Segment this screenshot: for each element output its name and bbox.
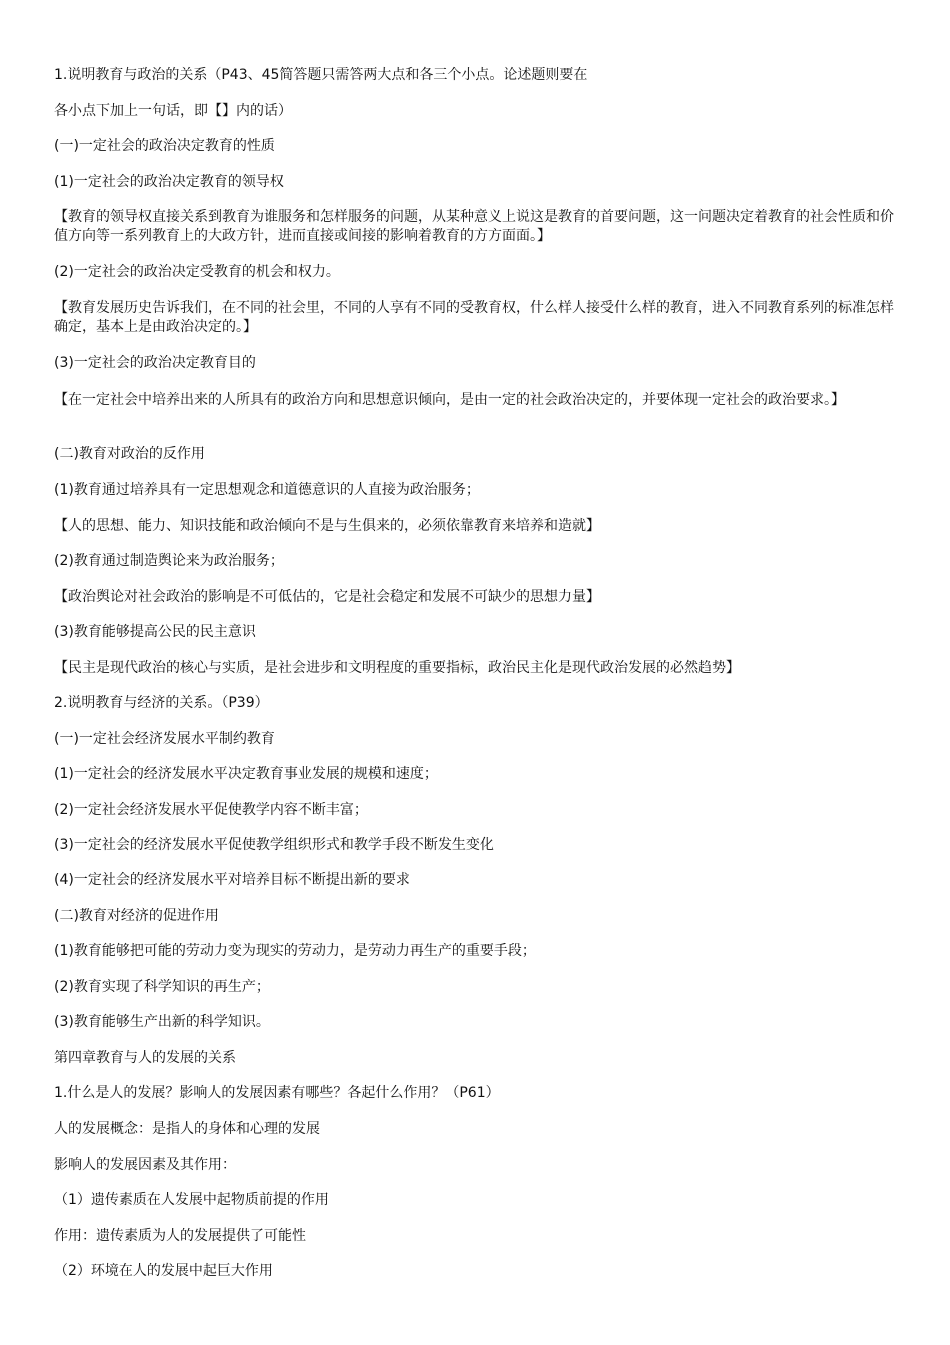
text-line: 1.说明教育与政治的关系（P43、45简答题只需答两大点和各三个小点。论述题则要在 xyxy=(54,67,588,83)
text-line: 作用：遗传素质为人的发展提供了可能性 xyxy=(54,1228,306,1244)
text-line: 【人的思想、能力、知识技能和政治倾向不是与生俱来的，必须依靠教育来培养和造就】 xyxy=(54,518,600,534)
text-line: (1)一定社会的政治决定教育的领导权 xyxy=(54,174,284,190)
question-heading: 1.什么是人的发展？影响人的发展因素有哪些？各起什么作用？（P61） xyxy=(54,1085,500,1101)
text-line: (3)一定社会的政治决定教育目的 xyxy=(54,355,256,371)
text-line: (2)一定社会经济发展水平促使教学内容不断丰富； xyxy=(54,802,368,818)
text-line: (3)教育能够提高公民的民主意识 xyxy=(54,624,256,640)
text-line: (4)一定社会的经济发展水平对培养目标不断提出新的要求 xyxy=(54,872,410,888)
section-heading: (二)教育对政治的反作用 xyxy=(54,446,205,462)
text-line: (2)一定社会的政治决定受教育的机会和权力。 xyxy=(54,264,340,280)
chapter-heading: 第四章教育与人的发展的关系 xyxy=(54,1050,236,1066)
text-line: (3)一定社会的经济发展水平促使教学组织形式和教学手段不断发生变化 xyxy=(54,837,494,853)
text-paragraph: 【教育的领导权直接关系到教育为谁服务和怎样服务的问题，从某种意义上说这是教育的首要问题，这一问题决定着教育的社会性质和价值方向等一系列教育上的大政方针，进而直接或间接的影响着教育的方方面面。】 xyxy=(54,209,894,244)
question-heading: 2.说明教育与经济的关系。（P39） xyxy=(54,695,269,711)
text-line: (1)一定社会的经济发展水平决定教育事业发展的规模和速度； xyxy=(54,766,438,782)
text-line: (2)教育通过制造舆论来为政治服务； xyxy=(54,553,284,569)
text-line: 各小点下加上一句话，即【】内的话） xyxy=(54,103,292,119)
text-paragraph: 【在一定社会中培养出来的人所具有的政治方向和思想意识倾向，是由一定的社会政治决定的，并要体现一定社会的政治要求。】 xyxy=(54,392,845,408)
text-line: (3)教育能够生产出新的科学知识。 xyxy=(54,1014,270,1030)
text-line: （2）环境在人的发展中起巨大作用 xyxy=(54,1263,273,1279)
text-line: 【民主是现代政治的核心与实质，是社会进步和文明程度的重要指标，政治民主化是现代政治发展的必然趋势】 xyxy=(54,660,740,676)
text-line: 【政治舆论对社会政治的影响是不可低估的，它是社会稳定和发展不可缺少的思想力量】 xyxy=(54,589,600,605)
text-paragraph: 【教育发展历史告诉我们，在不同的社会里，不同的人享有不同的受教育权，什么样人接受什么样的教育，进入不同教育系列的标准怎样确定，基本上是由政治决定的。】 xyxy=(54,300,894,335)
text-line: （1）遗传素质在人发展中起物质前提的作用 xyxy=(54,1192,329,1208)
text-line: (1)教育能够把可能的劳动力变为现实的劳动力，是劳动力再生产的重要手段； xyxy=(54,943,536,959)
section-heading: (二)教育对经济的促进作用 xyxy=(54,908,219,924)
text-line: (2)教育实现了科学知识的再生产； xyxy=(54,979,270,995)
text-line: 人的发展概念：是指人的身体和心理的发展 xyxy=(54,1121,320,1137)
section-heading: (一)一定社会的政治决定教育的性质 xyxy=(54,138,275,154)
text-line: 影响人的发展因素及其作用： xyxy=(54,1157,236,1173)
text-line: (1)教育通过培养具有一定思想观念和道德意识的人直接为政治服务； xyxy=(54,482,480,498)
section-heading: (一)一定社会经济发展水平制约教育 xyxy=(54,731,275,747)
